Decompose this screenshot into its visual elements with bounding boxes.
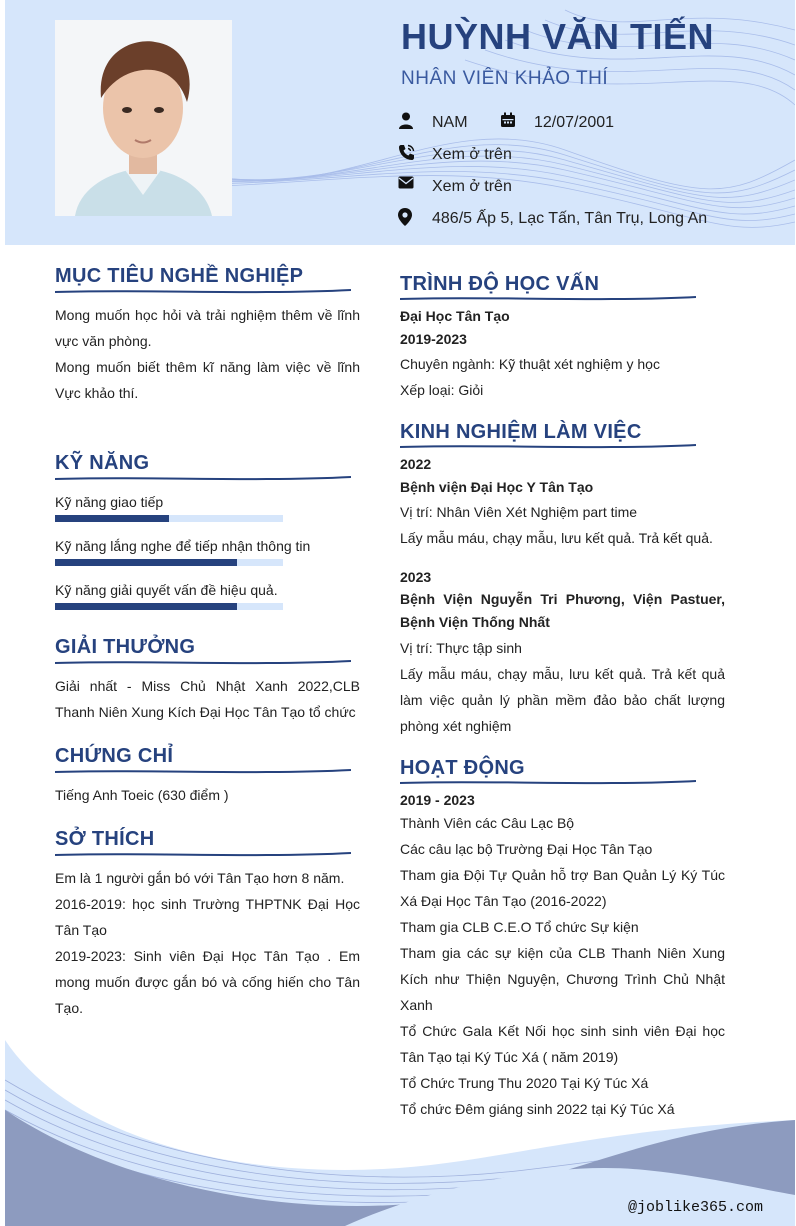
objective-line-1: Mong muốn học hỏi và trải nghiệm thêm về lĩnh vực văn phòng. (55, 307, 360, 349)
hobbies-line-2: 2016-2019: học sinh Trường THPTNK Đại Học Tân Tạo (55, 896, 360, 938)
hobbies-title: SỞ THÍCH (55, 828, 155, 850)
education-underline (400, 295, 696, 303)
email-row (398, 176, 512, 198)
phone-icon (398, 144, 420, 166)
job1-year: 2022 (400, 456, 432, 472)
dob-value: 12/07/2001 (534, 114, 615, 131)
email-value: Xem ở trên (432, 178, 512, 195)
objective-title: MỤC TIÊU NGHỀ NGHIỆP (55, 265, 304, 287)
skill-bar-listening (55, 559, 283, 566)
hobbies-line-3: 2019-2023: Sinh viên Đại Học Tân Tạo . Em mong muốn được gắn bó và cống hiến cho Tân Tạo. (55, 948, 360, 1016)
job1-company: Bệnh viện Đại Học Y Tân Tạo (400, 479, 594, 495)
gender-row (398, 112, 468, 134)
activities-list (400, 810, 725, 1122)
education-school: Đại Học Tân Tạo (400, 308, 510, 324)
education-title: TRÌNH ĐỘ HỌC VẤN (400, 273, 600, 295)
website-credit: @joblike365.com (627, 1199, 763, 1216)
awards-text: Giải nhất - Miss Chủ Nhật Xanh 2022,CLB Thanh Niên Xung Kích Đại Học Tân Tạo tổ chức (55, 678, 360, 720)
job2-year: 2023 (400, 569, 432, 585)
job2-company: Bệnh Viện Nguyễn Tri Phương, Viện Pastuer, Bệnh Viện Thống Nhất (400, 591, 725, 630)
activities-underline (400, 779, 696, 787)
experience-title: KINH NGHIỆM LÀM VIỆC (400, 421, 642, 443)
calendar-icon (500, 112, 522, 134)
location-pin-icon (398, 208, 420, 230)
skill-label-listening: Kỹ năng lắng nghe để tiếp nhận thông tin (55, 538, 311, 554)
activity-item: Thành Viên các Câu Lạc Bộ (400, 815, 575, 831)
education-years: 2019-2023 (400, 331, 467, 347)
skill-fill (55, 559, 237, 566)
hobbies-line-1: Em là 1 người gắn bó với Tân Tạo hơn 8 năm. (55, 870, 345, 886)
skill-bar-communication (55, 515, 283, 522)
phone-row (398, 144, 512, 166)
candidate-role: NHÂN VIÊN KHẢO THÍ (401, 68, 609, 89)
dob-row (500, 112, 614, 134)
activity-item: Tham gia CLB C.E.O Tổ chức Sự kiện (400, 919, 639, 935)
certificates-text: Tiếng Anh Toeic (630 điểm ) (55, 787, 229, 803)
activities-title: HOẠT ĐỘNG (400, 757, 525, 779)
skill-fill (55, 603, 237, 610)
skill-label-problem-solving: Kỹ năng giải quyết vấn đề hiệu quả. (55, 582, 278, 598)
objective-line-2: Mong muốn biết thêm kĩ năng làm việc về lĩnh Vực khảo thí. (55, 359, 360, 401)
skill-label-communication: Kỹ năng giao tiếp (55, 494, 164, 510)
activity-item: Tổ Chức Gala Kết Nối học sinh sinh viên Đại học Tân Tạo tại Ký Túc Xá ( năm 2019) (400, 1023, 725, 1065)
job1-description: Lấy mẫu máu, chạy mẫu, lưu kết quả. Trả kết quả. (400, 530, 713, 546)
certificates-title: CHỨNG CHỈ (55, 745, 174, 767)
job2-position: Vị trí: Thực tập sinh (400, 640, 522, 656)
activity-item: Tham gia các sự kiện của CLB Thanh Niên Xung Kích như Thiện Nguyện, Chương Trình Chủ Nhật Xanh (400, 945, 725, 1013)
activity-item: Tham gia Đội Tự Quản hỗ trợ Ban Quản Lý Ký Túc Xá Đại Học Tân Tạo (2016-2022) (400, 867, 725, 909)
education-rank: Xếp loại: Giỏi (400, 382, 484, 398)
phone-value: Xem ở trên (432, 146, 512, 163)
job1-position: Vị trí: Nhân Viên Xét Nghiệm part time (400, 504, 638, 520)
skill-bar-problem-solving (55, 603, 283, 610)
experience-underline (400, 443, 696, 451)
address-value: 486/5 Ấp 5, Lạc Tấn, Tân Trụ, Long An (432, 210, 708, 227)
objective-underline (55, 288, 351, 296)
skills-title: KỸ NĂNG (55, 452, 150, 474)
activity-item: Tổ chức Đêm giáng sinh 2022 tại Ký Túc Xá (400, 1101, 675, 1117)
activity-item: Các câu lạc bộ Trường Đại Học Tân Tạo (400, 841, 653, 857)
address-row (398, 208, 707, 230)
awards-title: GIẢI THƯỞNG (55, 636, 196, 658)
envelope-icon (398, 176, 420, 198)
resume-header (5, 0, 795, 245)
hobbies-underline (55, 851, 351, 859)
activities-years: 2019 - 2023 (400, 792, 475, 808)
job2-description: Lấy mẫu máu, chạy mẫu, lưu kết quả. Trả kết quả làm việc quản lý phần mềm đảo bảo chất lượng phòng xét nghiệm (400, 666, 725, 734)
activity-item: Tổ Chức Trung Thu 2020 Tại Ký Túc Xá (400, 1075, 649, 1091)
profile-photo (55, 20, 232, 216)
education-major: Chuyên ngành: Kỹ thuật xét nghiệm y học (400, 356, 660, 372)
skill-fill (55, 515, 169, 522)
resume-page (5, 0, 795, 1226)
certificates-underline (55, 768, 351, 776)
user-icon (398, 112, 420, 134)
awards-underline (55, 659, 351, 667)
candidate-name: HUỲNH VĂN TIẾN (401, 16, 715, 57)
skills-underline (55, 475, 351, 483)
gender-value: NAM (432, 114, 468, 131)
